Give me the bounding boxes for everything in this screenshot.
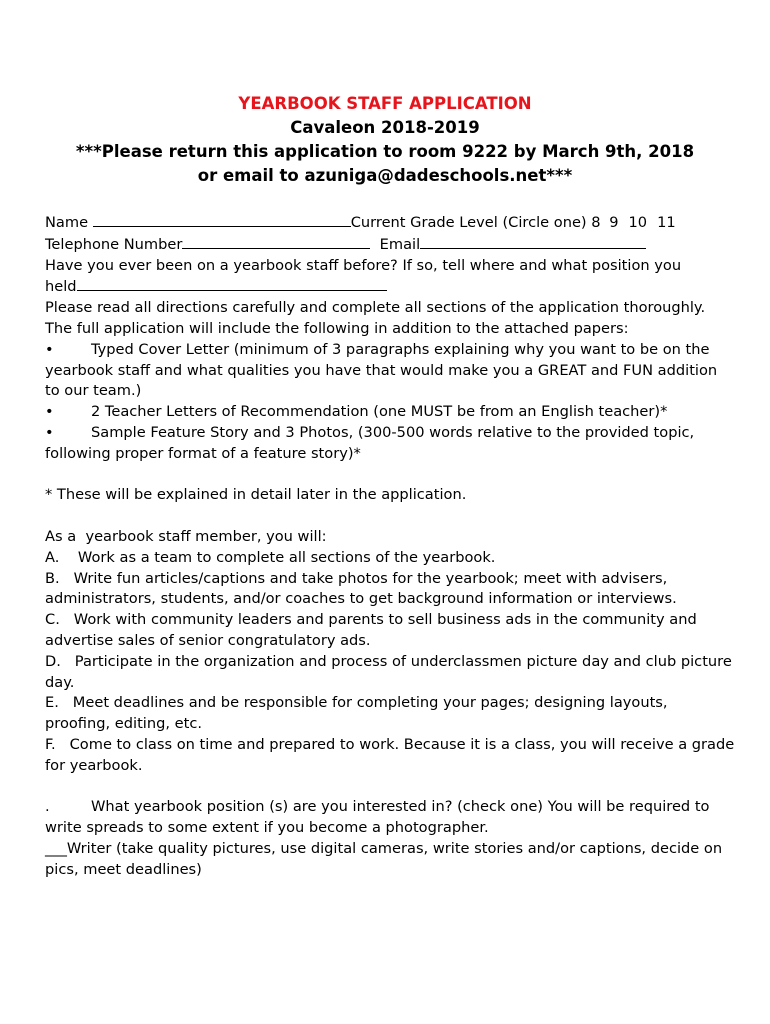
duty-item: A. Work as a team to complete all sections of the yearbook. [45,548,496,566]
name-grade-row [45,212,735,234]
position-marker: . [45,798,50,816]
grade-option-10[interactable]: 10 [628,214,648,231]
email-blank[interactable] [420,234,646,249]
application-title: YEARBOOK STAFF APPLICATION [238,94,532,113]
held-label: held [45,278,77,296]
return-instruction-line-2: or email to azuniga@dadeschools.net*** [197,166,573,185]
bullet-marker: • [45,340,54,358]
writer-option-row [45,839,735,881]
return-instruction-line-1: ***Please return this application to room 9222 by March 9th, 2018 [75,142,695,161]
writer-option-text: Writer (take quality pictures, use digital cameras, write stories and/or captions, decide on pics, meet deadlines) [45,839,727,878]
held-row [45,276,735,298]
requirement-item [45,423,735,465]
duty-item: E. Meet deadlines and be responsible for completing your pages; designing layouts, proofing, editing, etc. [45,694,673,733]
experience-question: Have you ever been on a yearbook staff before? If so, tell where and what position you [45,256,682,274]
grade-label: Current Grade Level (Circle one) 8 [350,214,601,231]
duty-item: F. Come to class on time and prepared to work. Because it is a class, you will receive a grade for yearbook. [45,735,739,774]
requirement-text: Typed Cover Letter (minimum of 3 paragraphs explaining why you want to be on the yearbook staff and what qualities you have that would make you a GREAT and FUN addition to our team.) [45,340,722,400]
telephone-label: Telephone Number [45,235,183,253]
held-blank[interactable] [77,276,387,291]
bullet-marker: • [45,423,54,441]
requirement-text: 2 Teacher Letters of Recommendation (one MUST be from an English teacher)* [91,403,668,421]
grade-option-11[interactable]: 11 [657,214,676,231]
requirement-item [45,340,735,402]
bullet-marker: • [45,403,54,421]
duty-item: D. Participate in the organization and process of underclassmen picture day and club picture day. [45,652,737,691]
telephone-blank[interactable] [182,234,370,249]
document-body [45,212,739,881]
position-question-row [45,797,735,839]
position-question: What yearbook position (s) are you interested in? (check one) You will be required to write spreads to some extent if you become a photographer. [45,798,715,837]
duty-item: C. Work with community leaders and parents to sell business ads in the community and advertise sales of senior congratulatory ads. [45,611,702,649]
requirement-item [45,402,735,423]
grade-option-9[interactable]: 9 [609,214,619,231]
writer-checkbox-blank[interactable]: ___ [45,839,67,857]
yearbook-subtitle: Cavaleon 2018-2019 [290,118,480,137]
duties-intro: As a yearbook staff member, you will: [45,527,327,545]
requirement-text: Sample Feature Story and 3 Photos, (300-500 words relative to the provided topic, following proper format of a feature story)* [45,423,699,462]
email-label: Email [379,235,421,253]
duty-item: B. Write fun articles/captions and take photos for the yearbook; meet with advisers, administrators, students, and/or coaches to get background information or interviews. [45,569,677,608]
name-blank[interactable] [93,212,351,227]
telephone-email-row [45,234,735,256]
document-header [0,92,770,188]
footnote: * These will be explained in detail later in the application. [45,486,467,504]
directions-intro: Please read all directions carefully and complete all sections of the application thoroughly. The full application will include the following in addition to the attached papers: [45,299,710,337]
name-label: Name [45,214,93,231]
